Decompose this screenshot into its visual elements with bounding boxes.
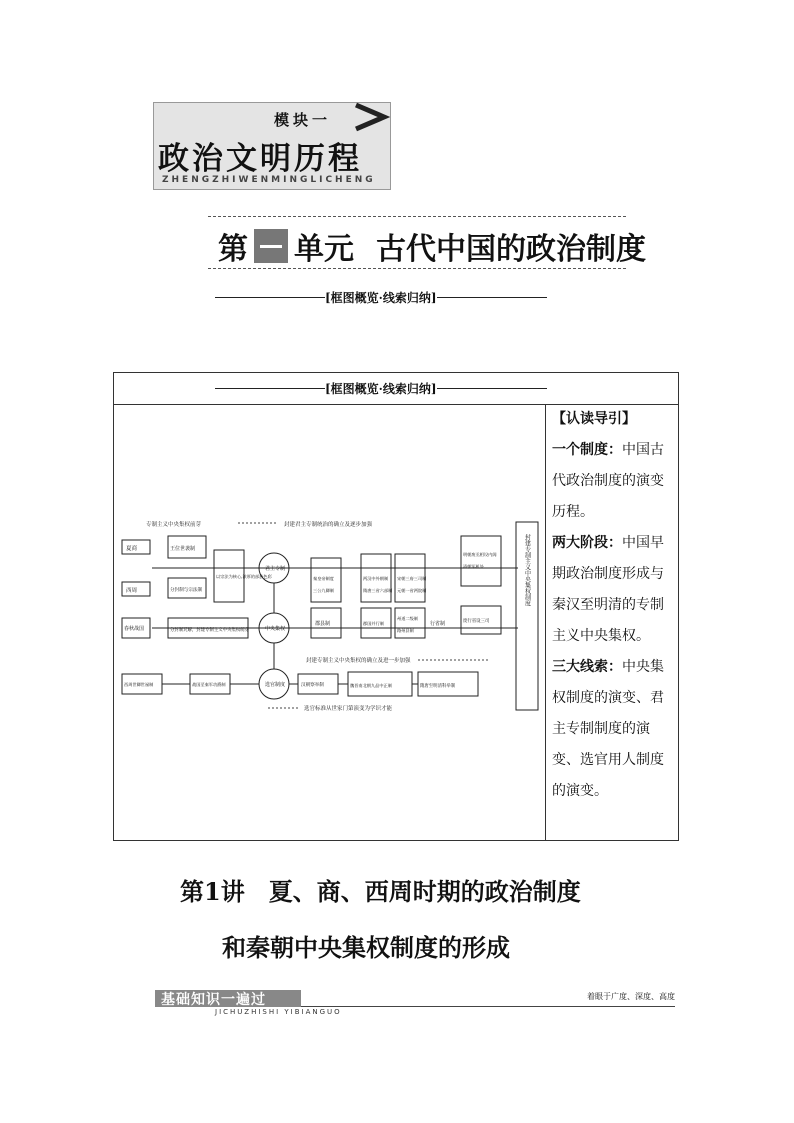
diagram-label: 州道二级制 [397,616,418,621]
political-system-diagram [118,512,542,716]
unit-name: 古代中国的政治制度 [376,232,646,267]
diagram-label: 郡县制 [315,621,331,627]
diagram-label: 战国至秦军功爵制 [192,682,226,687]
diagram-label: 魏晋南北朝九品中正制 [350,683,392,688]
diagram-label: 西周世卿世禄制 [124,682,154,687]
diagram-label: 夏商 [126,546,138,552]
basic-label: 基础知识一遍过 [161,992,266,1008]
diagram-label: 行省制 [430,621,446,627]
guide-text: 中国早期政治制度形成与秦汉至明清的专制主义中央集权。 [552,535,664,644]
diagram-hub: 选官制度 [265,682,286,688]
diagram-final-box: 封建专制主义中央集权制度 [523,534,531,606]
diagram-label: 汉朝察举制 [301,683,324,688]
diagram-label: 清朝军机处 [463,564,484,569]
divider [301,1006,675,1007]
diagram-label: 秦皇帝制度 [313,576,334,581]
guide-heading: 【认读导引】 [552,411,636,427]
divider [545,405,546,841]
diagram-label: 分封制瓦解，封建专制主义中央集权萌芽 [170,628,250,633]
unit-suffix: 单元 [294,232,354,267]
diagram-label: 废行省设三司 [463,619,490,624]
module-banner [153,102,391,190]
diagram-note: 选官标准从世家门第演变为学识才能 [304,706,393,712]
diagram-label: 分封制与宗法制 [170,588,203,593]
overview-heading: [框图概览·线索归纳] [215,380,547,397]
guide-label: 两大阶段： [552,535,622,551]
lesson-title: 第1讲 夏、商、西周时期的政治制度 [180,877,581,906]
unit-number-mark [254,229,288,263]
diagram-label: 以宗法为核心,浓厚的部族色彩 [216,574,272,579]
diagram-label: 明朝废丞相设内阁 [463,552,497,557]
diagram-label: 三公九卿制 [313,588,334,593]
divider [208,216,626,217]
unit-prefix: 第 [218,232,248,267]
diagram-label: 西周 [126,588,138,594]
diagram-label: 元朝一省两院制 [397,588,427,593]
diagram-note: 封建专制主义中央集权的确立及进一步加强 [306,658,411,664]
module-title: 政治文明历程 [158,141,362,177]
guide-text: 中国古代政治制度的演变历程。 [552,442,664,520]
reading-guide [552,404,676,807]
diagram-label: 郡国并行制 [363,621,384,626]
diagram-note: 专制主义中央集权前芽 [146,522,202,528]
divider [208,268,626,269]
diagram-label: 隋唐三省六部制 [363,588,393,593]
chevron-right-icon [350,101,390,135]
guide-label: 一个制度： [552,442,622,458]
module-label: 模块一 [274,111,332,129]
diagram-label: 春秋战国 [124,626,145,632]
module-pinyin: ZHENGZHIWENMINGLICHENG [162,175,376,185]
lesson-title-continued: 和秦朝中央集权制度的形成 [222,933,510,962]
diagram-hub: 中央集权 [265,626,286,632]
unit-title [218,224,646,268]
basic-slogan: 着眼于广度、深度、高度 [587,992,675,1001]
diagram-note: 封建君主专制统治的确立及逐步加强 [284,522,373,528]
basic-knowledge-bar [155,990,675,1014]
basic-pinyin: JICHUZHISHI YIBIANGUO [215,1008,342,1016]
diagram-hub: 君主专制 [265,566,286,572]
section-heading: [框图概览·线索归纳] [215,289,547,306]
diagram-label: 路州县制 [397,628,414,633]
diagram-label: 隋唐至明清科举制 [420,684,456,689]
diagram-label: 两汉中外朝制 [363,576,389,581]
diagram-label: 宋朝三府三司制 [397,576,427,581]
guide-label: 三大线索： [552,659,622,675]
guide-text: 中央集权制度的演变、君主专制制度的演变、选官用人制度的演变。 [552,659,664,799]
diagram-label: 王位世袭制 [170,546,196,552]
